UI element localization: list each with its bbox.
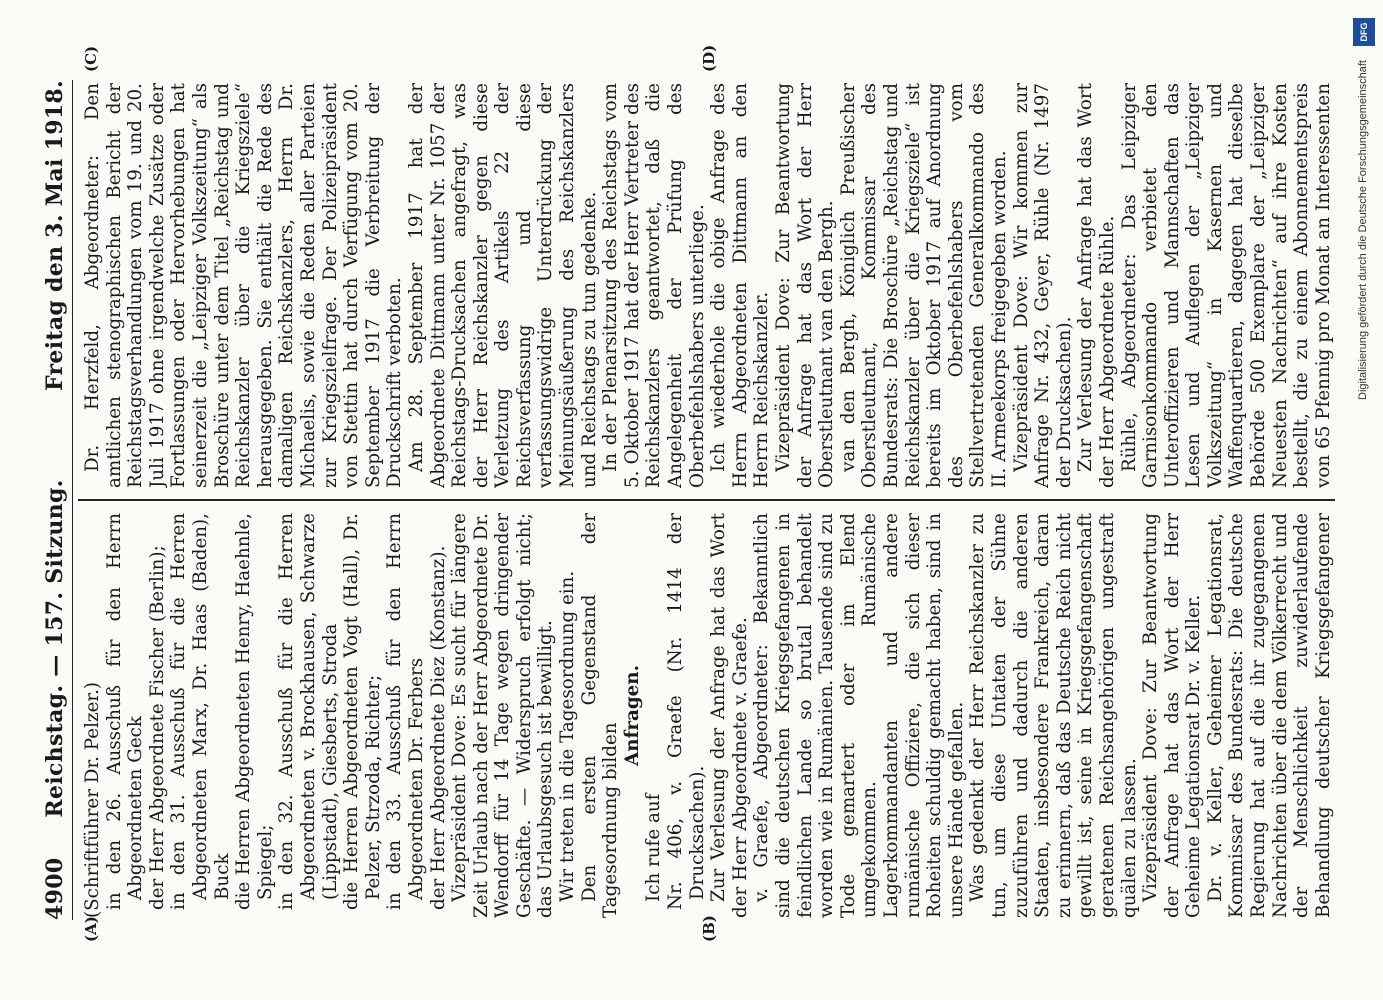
paragraph: Was gedenkt der Herr Reichskanzler zu tun, um diese Untaten der Sühne zuzuführen und dadurch die anderen Staaten, insbesondere Frankreich, daran zu erinnern, daß das Deutsche Reich nicht gewillt ist, seine in Kriegsgefangenschaft geratenen Reichsangehörigen ungestraft quälen zu lassen. bbox=[967, 513, 1140, 918]
dfg-logo: DFG bbox=[1353, 18, 1375, 46]
paragraph: in den 26. Ausschuß für den Herrn Abgeordneten Geck bbox=[103, 513, 147, 910]
paragraph: Ich wiederhole die obige Anfrage des Herrn Abgeordneten Dittmann an den Herrn Reichskanzler. bbox=[708, 83, 773, 488]
margin-letter-a: (A) bbox=[82, 916, 100, 942]
paragraph: Vizepräsident Dove: Es sucht für längere Zeit Urlaub nach der Herr Abgeordnete Dr. Wendorff für 14 Tage wegen dringender Geschäfte. — Widerspruch erfolgt nicht; das Urlaubsgesuch ist bewilligt. bbox=[449, 513, 557, 918]
header-left-title: Reichstag. — 157. Sitzung. bbox=[42, 479, 68, 818]
paragraph: in den 31. Ausschuß für die Herren Abgeordneten Marx, Dr. Haas (Baden), Buck bbox=[168, 513, 233, 910]
paragraph: Dr. Herzfeld, Abgeordneter: Den amtlichen stenographischen Bericht der Reichstagsverhandlungen vom 19. und 20. Juli 1917 ohne irgendwelche Zusätze oder Fortlassungen oder Hervorhebungen hat seinerzeit die „Leipziger Volkszeitung“ als Broschüre unter dem Titel „Reichstag und Reichskanzler über die Kriegsziele“ herausgegeben. Sie enthält die Rede des damaligen Reichskanzlers, Herrn Dr. Michaelis, sowie die Reden aller Parteien zur Kriegszielfrage. Der Polizeipräsident von Stettin hat durch Verfügung vom 20. September 1917 die Verbreitung der Druckschrift verboten. bbox=[82, 83, 406, 488]
paragraph: der Herr Abgeordnete Diez (Konstanz). bbox=[427, 545, 449, 910]
paragraph: Rühle, Abgeordneter: Das Leipziger Garnisonkommando verbietet den Unteroffizieren und Mannschaften das Lesen und Auflegen der „Leipziger Volkszeitung“ in Kasernen und Waffenquartieren, dagegen hat dieselbe Behörde 500 Exemplare der „Leipziger Neuesten Nachrichten“ auf ihre Kosten bestellt, die zu einem Abonnementspreis von 65 Pfennig pro Monat an Interessenten bbox=[1118, 83, 1334, 488]
margin-letter-b: (B) bbox=[700, 915, 718, 942]
paragraph: die Herren Abgeordneten Henry, Haehnle, Spiegel; bbox=[233, 513, 276, 910]
paragraph: van den Bergh, Königlich Preußischer Oberstleutnant, Kommissar des Bundesrats: Die Broschüre „Reichstag und Reichskanzler über die Kriegsziele“ ist bereits im Oktober 1917 auf Anordnung des Oberbefehlshabers vom Stellvertretenden Generalkommando des II. Armeekorps freigegeben worden. bbox=[837, 83, 1010, 488]
paragraph: In der Plenarsitzung des Reichstags vom 5. Oktober 1917 hat der Herr Vertreter des Reichskanzlers geantwortet, daß die Angelegenheit der Prüfung des Oberbefehlshabers unterliege. bbox=[600, 83, 708, 488]
paragraph: Am 28. September 1917 hat der Abgeordnete Dittmann unter Nr. 1057 der Reichstags-Drucksachen angefragt, was der Herr Reichskanzler gegen diese Verletzung des Artikels 22 der Reichsverfassung und diese verfassungswidrige Unterdrückung der Meinungsäußerung des Reichskanzlers und Reichstags zu tun gedenke. bbox=[405, 83, 600, 488]
margin-letter-d: (D) bbox=[700, 44, 718, 72]
section-heading: Anfragen. bbox=[621, 665, 643, 766]
paragraph: Dr. v. Keller, Geheimer Legationsrat, Kommissar des Bundesrats: Die deutsche Regierung hat auf die ihr zugegangenen Nachrichten über die dem Völkerrecht und der Menschlichkeit zuwiderlaufende Behandlung deutscher Kriegsgefangener bbox=[1204, 513, 1334, 918]
paragraph: Vizepräsident Dove: Wir kommen zur Anfrage Nr. 432, Geyer, Rühle (Nr. 1497 der Drucksachen). bbox=[1010, 83, 1075, 488]
paragraph: Vizepräsident Dove: Zur Beantwortung der Anfrage hat das Wort der Herr Oberstleutnant van den Bergh. bbox=[773, 83, 838, 488]
paragraph: Nr. 406, v. Graefe (Nr. 1414 der Drucksachen). bbox=[665, 513, 708, 910]
paragraph: Zur Verlesung der Anfrage hat das Wort der Herr Abgeordnete Rühle. bbox=[1075, 83, 1118, 488]
left-column bbox=[82, 513, 1335, 918]
paragraph: Vizepräsident Dove: Zur Beantwortung der Anfrage hat das Wort der Herr Geheime Legationsrat Dr. v. Keller. bbox=[1140, 513, 1205, 918]
digitization-note: Digitalisierung gefördert durch die Deutsche Forschungsgemeinschaft bbox=[1357, 60, 1369, 400]
paragraph: in den 33. Ausschuß für den Herrn Abgeordneten Dr. Ferbers bbox=[384, 513, 427, 910]
margin-letter-c: (C) bbox=[82, 45, 100, 72]
paragraph: (Schriftführer Dr. Pelzer.) bbox=[82, 681, 103, 918]
paragraph: der Herr Abgeordnete Fischer (Berlin); bbox=[146, 545, 168, 910]
paragraph: in den 32. Ausschuß für die Herren Abgeordneten v. Brockhausen, Schwarze (Lippstadt), Giesberts, Stroda bbox=[276, 513, 341, 910]
paragraph: v. Graefe, Abgeordneter: Bekanntlich sind die deutschen Kriegsgefangenen in feindlichen Lande so brutal behandelt worden wie in Rumänien. Tausende sind zu Tode gemartert oder im Elend umgekommen. Rumänische Lagerkommandanten und andere rumänische Offiziere, die sich dieser Roheiten schuldig gemacht haben, sind in unsere Hände gefallen. bbox=[751, 513, 967, 918]
paragraph: die Herren Abgeordneten Vogt (Hall), Dr. Pelzer, Strzoda, Richter; bbox=[341, 513, 384, 910]
right-column bbox=[82, 83, 1335, 488]
page-header bbox=[28, 80, 73, 920]
paragraph: Ich rufe auf bbox=[643, 793, 665, 902]
paragraph: Den ersten Gegenstand der Tagesordnung bilden bbox=[578, 513, 622, 918]
column-divider bbox=[78, 500, 1335, 502]
page-number: 4900 bbox=[42, 857, 68, 920]
paragraph: Zur Verlesung der Anfrage hat das Wort der Herr Abgeordnete v. Graefe. bbox=[708, 513, 751, 918]
paragraph: Wir treten in die Tagesordnung ein. bbox=[557, 570, 579, 902]
header-right-title: Freitag den 3. Mai 1918. bbox=[42, 80, 68, 392]
